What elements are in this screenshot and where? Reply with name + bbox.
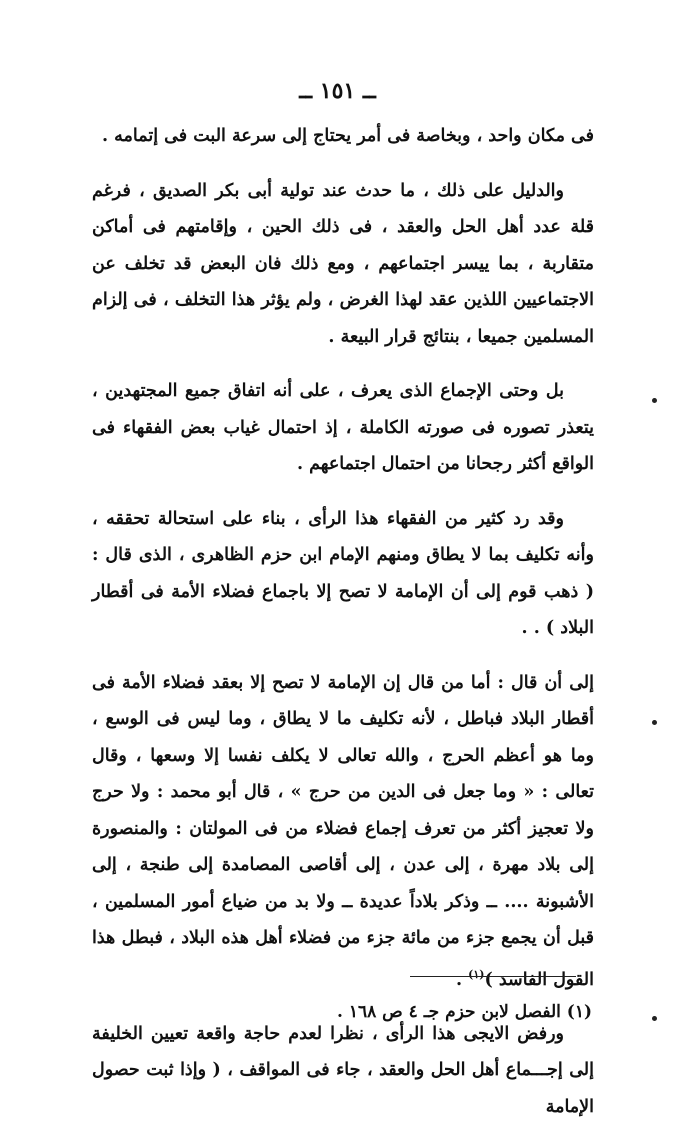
margin-dot-mark xyxy=(652,1016,657,1021)
paragraph-5-text: إلى أن قال : أما من قال إن الإمامة لا تصح إلا بعقد فضلاء الأمة فى أقطار البلاد فباطل ، لأنه تكليف ما لا يطاق ، وما ليس فى الوسع ، وما هو أعظم الحرج ، والله تعالى لا يكلف نفسا إلا وسعها ، وقال تعالى : « وما جعل فى الدين من حرج » ، قال أبو محمد : ولا حرج ولا تعجيز أكثر من تعرف إجماع فضلاء من فى المولتان : والمنصورة إلى بلاد مهرة ، إلى عدن ، إلى أقاصى المصامدة إلى طنجة ، إلى الأشبونة .... ــ وذكر بلاداً عديدة ــ ولا بد من ضياع أمور المسلمين ، قبل أن يجمع جزء من مائة جزء من فضلاء أهل هذه البلاد ، فبطل هذا القول الفاسد ) xyxy=(92,672,594,990)
paragraph-2: والدليل على ذلك ، ما حدث عند تولية أبى بكر الصديق ، فرغم قلة عدد أهل الحل والعقد ، فى ذلك الحين ، وإقامتهم فى أماكن متقاربة ، بما ييسر اجتماعهم ، ومع ذلك فان البعض قد تخلف عن الاجتماعيين اللذين عقد لهذا الغرض ، ولم يؤثر هذا التخلف ، فى إلزام المسلمين جميعا ، بنتائج قرار البيعة . xyxy=(92,180,594,347)
page-number: ــ ١٥١ ــ xyxy=(299,78,376,104)
paragraph-6: ورفض الايجى هذا الرأى ، نظرا لعدم حاجة واقعة تعيين الخليفة إلى إجـــماع أهل الحل والعقد ، جاء فى المواقف ، ( وإذا ثبت حصول الإمامة xyxy=(92,1023,594,1117)
paragraph-5-end: . xyxy=(455,969,469,990)
footnote-reference: (١) xyxy=(468,967,485,981)
footnote-divider xyxy=(410,976,576,977)
paragraph-3: بل وحتى الإجماع الذى يعرف ، على أنه اتفاق جميع المجتهدين ، يتعذر تصوره فى صورته الكاملة ، إذ احتمال غياب بعض الفقهاء فى الواقع أكثر رجحانا من احتمال اجتماعهم . xyxy=(92,381,594,474)
margin-dot-mark xyxy=(652,398,657,403)
footnote: (١) الفصل لابن حزم جـ ٤ ص ١٦٨ . xyxy=(337,1002,592,1022)
body-text xyxy=(92,118,594,1143)
paragraph-4: وقد رد كثير من الفقهاء هذا الرأى ، بناء على استحالة تحققه ، وأنه تكليف بما لا يطاق ومنهم الإمام ابن حزم الظاهرى ، الذى قال : ( ذهب قوم إلى أن الإمامة لا تصح إلا باجماع فضلاء الأمة فى أقطار البلاد ) . . xyxy=(92,508,594,638)
paragraph-5 xyxy=(92,665,594,998)
paragraph-1: فى مكان واحد ، وبخاصة فى أمر يحتاج إلى سرعة البت فى إتمامه . xyxy=(101,126,594,146)
margin-dot-mark xyxy=(652,720,657,725)
